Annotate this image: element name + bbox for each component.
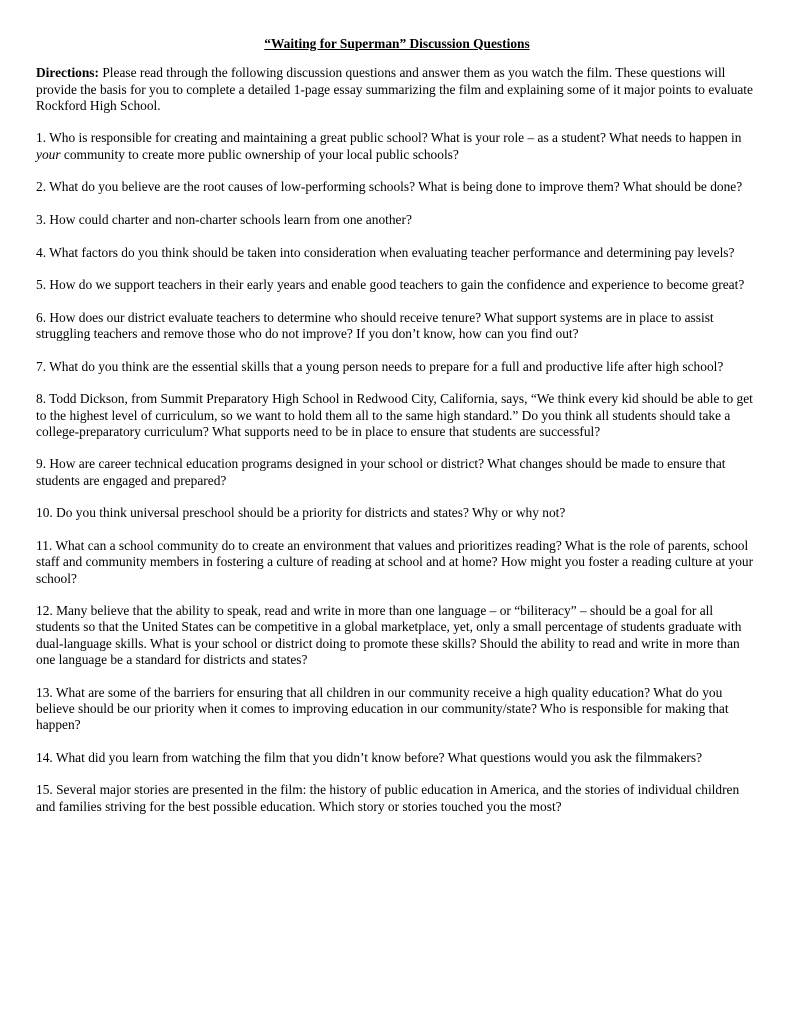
- question-1-text-a: 1. Who is responsible for creating and maintaining a great public school? What is your role – as a student? What needs to happen in: [36, 130, 742, 146]
- question-13: 13. What are some of the barriers for ensuring that all children in our community receive a high quality education? What do you believe should be our priority when it comes to improving education in our community/state? Who is responsible for making that happen?: [36, 684, 729, 733]
- question-1: [36, 130, 758, 163]
- question-14: 14. What did you learn from watching the film that you didn’t know before? What questions would you ask the filmmakers?: [36, 749, 703, 765]
- question-15: 15. Several major stories are presented in the film: the history of public education in America, and the stories of individual children and families striving for the best possible education. Which story or stories touched you the most?: [36, 782, 740, 814]
- question-5: 5. How do we support teachers in their early years and enable good teachers to gain the confidence and experience to become great?: [36, 277, 745, 293]
- directions-paragraph: [36, 65, 758, 114]
- question-10: 10. Do you think universal preschool should be a priority for districts and states? Why or why not?: [36, 505, 566, 521]
- question-11: 11. What can a school community do to create an environment that values and prioritizes reading? What is the role of parents, school staff and community members in fostering a culture of reading at school and at home? How might you foster a reading culture at your school?: [36, 537, 754, 586]
- question-7: 7. What do you think are the essential skills that a young person needs to prepare for a full and productive life after high school?: [36, 358, 724, 374]
- question-1-emphasis: your: [36, 146, 61, 162]
- question-3: 3. How could charter and non-charter schools learn from one another?: [36, 211, 412, 227]
- question-1-text-b: community to create more public ownership of your local public schools?: [60, 146, 459, 162]
- document-page: [36, 36, 758, 831]
- question-9: 9. How are career technical education programs designed in your school or district? What changes should be made to ensure that students are engaged and prepared?: [36, 456, 726, 488]
- question-12: 12. Many believe that the ability to speak, read and write in more than one language – or “biliteracy” – should be a goal for all students so that the United States can be competitive in a global marketplace, yet, only a small percentage of students graduate with dual-language skills. What is your school or district doing to promote these skills? Should the ability to read and write in more than one language be a standard for districts and states?: [36, 603, 742, 667]
- question-2: 2. What do you believe are the root causes of low-performing schools? What is being done to improve them? What should be done?: [36, 179, 743, 195]
- question-6: 6. How does our district evaluate teachers to determine who should receive tenure? What support systems are in place to assist struggling teachers and remove those who do not improve? If you don’t know, how can you find out?: [36, 309, 714, 342]
- directions-label: Directions:: [36, 65, 99, 81]
- document-title: “Waiting for Superman” Discussion Questions: [264, 36, 530, 51]
- question-8: 8. Todd Dickson, from Summit Preparatory High School in Redwood City, California, says, “We think every kid should be able to get to the highest level of curriculum, so we want to hold them all to the same high standard.” Do you think all students should take a college-preparatory curriculum? What supports need to be in place to ensure that students are successful?: [36, 391, 753, 439]
- question-4: 4. What factors do you think should be taken into consideration when evaluating teacher performance and determining pay levels?: [36, 244, 735, 260]
- directions-text: Please read through the following discussion questions and answer them as you watch the film. These questions will provide the basis for you to complete a detailed 1-page essay summarizing the film and explaining some of it major points to evaluate Rockford High School.: [36, 65, 753, 113]
